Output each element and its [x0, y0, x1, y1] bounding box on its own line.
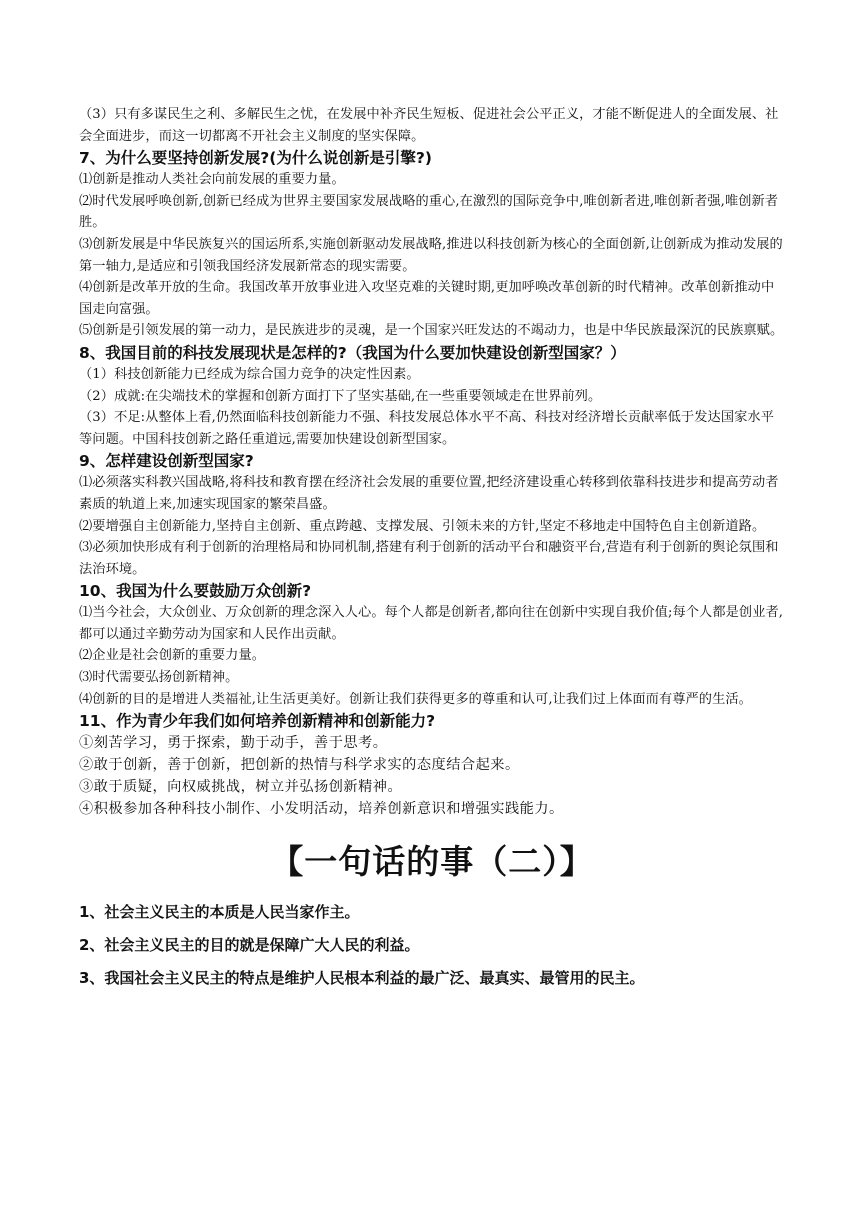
- answer-item: ④积极参加各种科技小制作、小发明活动，培养创新意识和增强实践能力。: [79, 801, 564, 818]
- question-10: [79, 581, 785, 710]
- one-liner-item: 1、社会主义民主的本质是人民当家作主。: [79, 903, 360, 922]
- document-page: [79, 104, 785, 1000]
- answer-item: （3）不足:从整体上看,仍然面临科技创新能力不强、科技发展总体水平不高、科技对经济增长贡献率低于发达国家水平等问题。中国科技创新之路任重道远,需要加快建设创新型国家。: [79, 410, 774, 447]
- answer-item: ①刻苦学习，勇于探索，勤于动手，善于思考。: [79, 735, 388, 752]
- question-title: 8、我国目前的科技发展现状是怎样的?（我国为什么要加快建设创新型国家？）: [79, 343, 626, 362]
- question-title: 9、怎样建设创新型国家?: [79, 452, 254, 471]
- section-banner-title: 【一句话的事（二）】: [270, 842, 594, 882]
- answer-item: ⑸创新是引领发展的第一动力，是民族进步的灵魂，是一个国家兴旺发达的不竭动力，也是中华民族最深沉的民族禀赋。: [79, 323, 784, 339]
- answer-item: ②敢于创新，善于创新，把创新的热情与科学求实的态度结合起来。: [79, 757, 520, 774]
- answer-item: （2）成就:在尖端技术的掌握和创新方面打下了坚实基础,在一些重要领域走在世界前列。: [79, 388, 602, 404]
- answer-item: ⑴必须落实科教兴国战略,将科技和教育摆在经济社会发展的重要位置,把经济建设重心转移到依靠科技进步和提高劳动者素质的轨道上来,加速实现国家的繁荣昌盛。: [79, 475, 779, 512]
- answer-item: ⑴当今社会，大众创业、万众创新的理念深入人心。每个人都是创新者,都向往在创新中实现自我价值;每个人都是创业者,都可以通过辛勤劳动为国家和人民作出贡献。: [79, 605, 784, 642]
- one-liner-item: 2、社会主义民主的目的就是保障广大人民的利益。: [79, 936, 420, 955]
- question-8: [79, 343, 785, 450]
- answer-item: ③敢于质疑，向权威挑战，树立并弘扬创新精神。: [79, 779, 403, 796]
- answer-item: （1）科技创新能力已经成为综合国力竞争的决定性因素。: [79, 366, 420, 382]
- answer-item: ⑴创新是推动人类社会向前发展的重要力量。: [79, 172, 345, 188]
- one-liners-list: [79, 901, 785, 989]
- answer-item: ⑶时代需要弘扬创新精神。: [79, 670, 239, 686]
- answer-item: ⑷创新的目的是增进人类福祉,让生活更美好。创新让我们获得更多的尊重和认可,让我们过上体面而有尊严的生活。: [79, 691, 752, 707]
- answer-item: ⑵时代发展呼唤创新,创新已经成为世界主要国家发展战略的重心,在激烈的国际竞争中,唯创新者进,唯创新者强,唯创新者胜。: [79, 193, 779, 231]
- answer-item: ⑶必须加快形成有利于创新的治理格局和协同机制,搭建有利于创新的活动平台和融资平台,营造有利于创新的舆论氛围和法治环境。: [79, 540, 779, 577]
- answer-item: ⑷创新是改革开放的生命。我国改革开放事业进入攻坚克难的关键时期,更加呼唤改革创新的时代精神。改革创新推动中国走向富强。: [79, 280, 775, 317]
- answer-item: ⑶创新发展是中华民族复兴的国运所系,实施创新驱动发展战略,推进以科技创新为核心的全面创新,让创新成为推动发展的第一轴力,是适应和引领我国经济发展新常态的现实需要。: [79, 236, 783, 274]
- question-title: 7、为什么要坚持创新发展?(为什么说创新是引擎?): [79, 149, 432, 168]
- answer-item: ⑵要增强自主创新能力,坚持自主创新、重点跨越、支撑发展、引领未来的方针,坚定不移地走中国特色自主创新道路。: [79, 518, 766, 534]
- one-liner-item: 3、我国社会主义民主的特点是维护人民根本利益的最广泛、最真实、最管用的民主。: [79, 969, 645, 988]
- question-7: [79, 148, 785, 342]
- question-title: 10、我国为什么要鼓励万众创新?: [79, 582, 312, 601]
- answer-item: ⑵企业是社会创新的重要力量。: [79, 648, 266, 664]
- question-9: [79, 451, 785, 580]
- question-title: 11、作为青少年我们如何培养创新精神和创新能力?: [79, 712, 436, 731]
- question-11: [79, 711, 785, 820]
- paragraph: （3）只有多谋民生之利、多解民生之忧，在发展中补齐民生短板、促进社会公平正义，才能不断促进人的全面发展、社会全面进步，而这一切都离不开社会主义制度的坚实保障。: [79, 107, 779, 144]
